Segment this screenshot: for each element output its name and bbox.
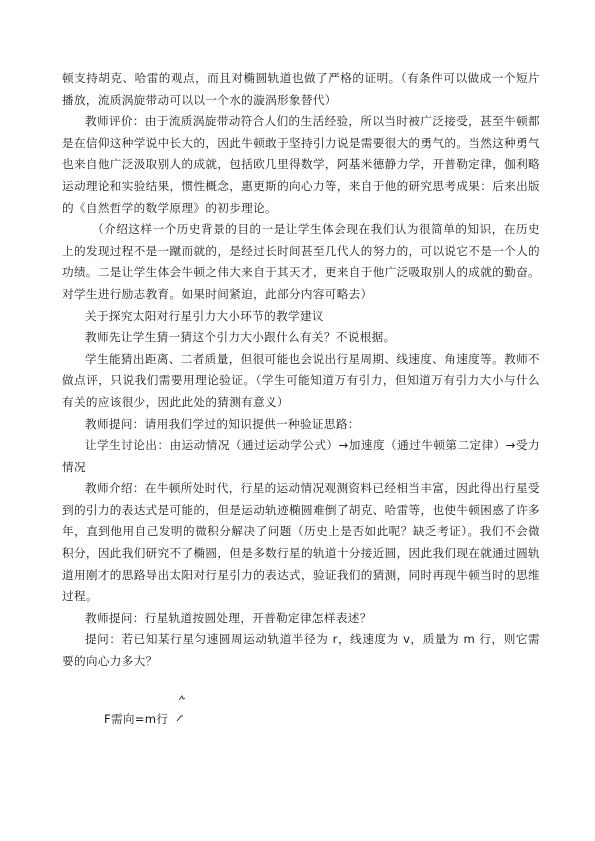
paragraph-centripetal-question: 提问：若已知某行星匀速圆周运动轨道半径为 r，线速度为 v，质量为 m 行，则它需要的向心力多大？ (62, 632, 540, 669)
formula-superscript-glyph (178, 695, 186, 701)
paragraph-continuation: 顿支持胡克、哈雷的观点，而且对椭圆轨道也做了严格的证明。（有条件可以做成一个短片播放，流质涡旋带动可以以一个水的漩涡形象替代） (62, 71, 540, 107)
paragraph-teacher-guess: 教师先让学生猜一猜这个引力大小跟什么有关？不说根据。 (85, 330, 396, 345)
formula-fraction-glyph (176, 714, 184, 722)
paragraph-kepler-question: 教师提问：行星轨道按圆处理，开普勒定律怎样表述？ (85, 610, 372, 625)
formula-text: F需向=m行 (104, 712, 169, 726)
section-heading: 关于探究太阳对行星引力大小环节的教学建议 (85, 308, 324, 323)
document-body (62, 68, 540, 673)
paragraph-student-guess: 学生能猜出距离、二者质量，但很可能也会说出行星周期、线速度、角速度等。教师不做点评，只说我们需要用理论验证。（学生可能知道万有引力，但知道万有引力大小与什么有关的应该很少，因此此处的猜测有意义） (62, 351, 540, 409)
paragraph-teacher-introduction: 教师介绍：在牛顿所处时代，行星的运动情况观测资料已经相当丰富，因此得出行星受到的引力的表达式是可能的，但是运动轨迹椭圆难倒了胡克、哈雷等，也使牛顿困惑了许多年，直到他用自己发明的微积分解决了问题（历史上是否如此呢？缺乏考证）。我们不会微积分，因此我们研究不了椭圆，但是多数行星的轨道十分接近圆，因此我们现在就通过圆轨道用刚才的思路导出太阳对行星引力的表达式，验证我们的猜测，同时再现牛顿当时的思维过程。 (62, 481, 540, 604)
paragraph-student-discussion: 让学生讨论出：由运动情况（通过运动学公式）→加速度（通过牛顿第二定律）→受力情况 (62, 438, 540, 474)
paragraph-background-note: （介绍这样一个历史背景的目的一是让学生体会现在我们认为很简单的知识，在历史上的发现过程不是一蹴而就的，是经过长时间甚至几代人的努力的，可以说它不是一个人的功绩。二是让学生体会牛顿之伟大来自于其天才，更来自于他广泛吸取别人的成就的勤奋。对学生进行励志教育。如果时间紧迫，此部分内容可略去） (62, 222, 540, 301)
centripetal-force-formula (104, 695, 304, 755)
paragraph-teacher-evaluation: 教师评价：由于流质涡旋带动符合人们的生活经验，所以当时被广泛接受，甚至牛顿都是在信仰这种学说中长大的，因此牛顿敢于坚持引力说是需要很大的勇气的。当然这种勇气也来自他广泛汲取别人的成就，包括欧几里得数学，阿基米德静力学，开普勒定律，伽利略运动理论和实验结果，惯性概念，惠更斯的向心力等，来自于他的研究思考成果：后来出版的《自然哲学的数学原理》的初步理论。 (62, 114, 540, 215)
paragraph-teacher-question: 教师提问：请用我们学过的知识提供一种验证思路： (85, 416, 360, 431)
